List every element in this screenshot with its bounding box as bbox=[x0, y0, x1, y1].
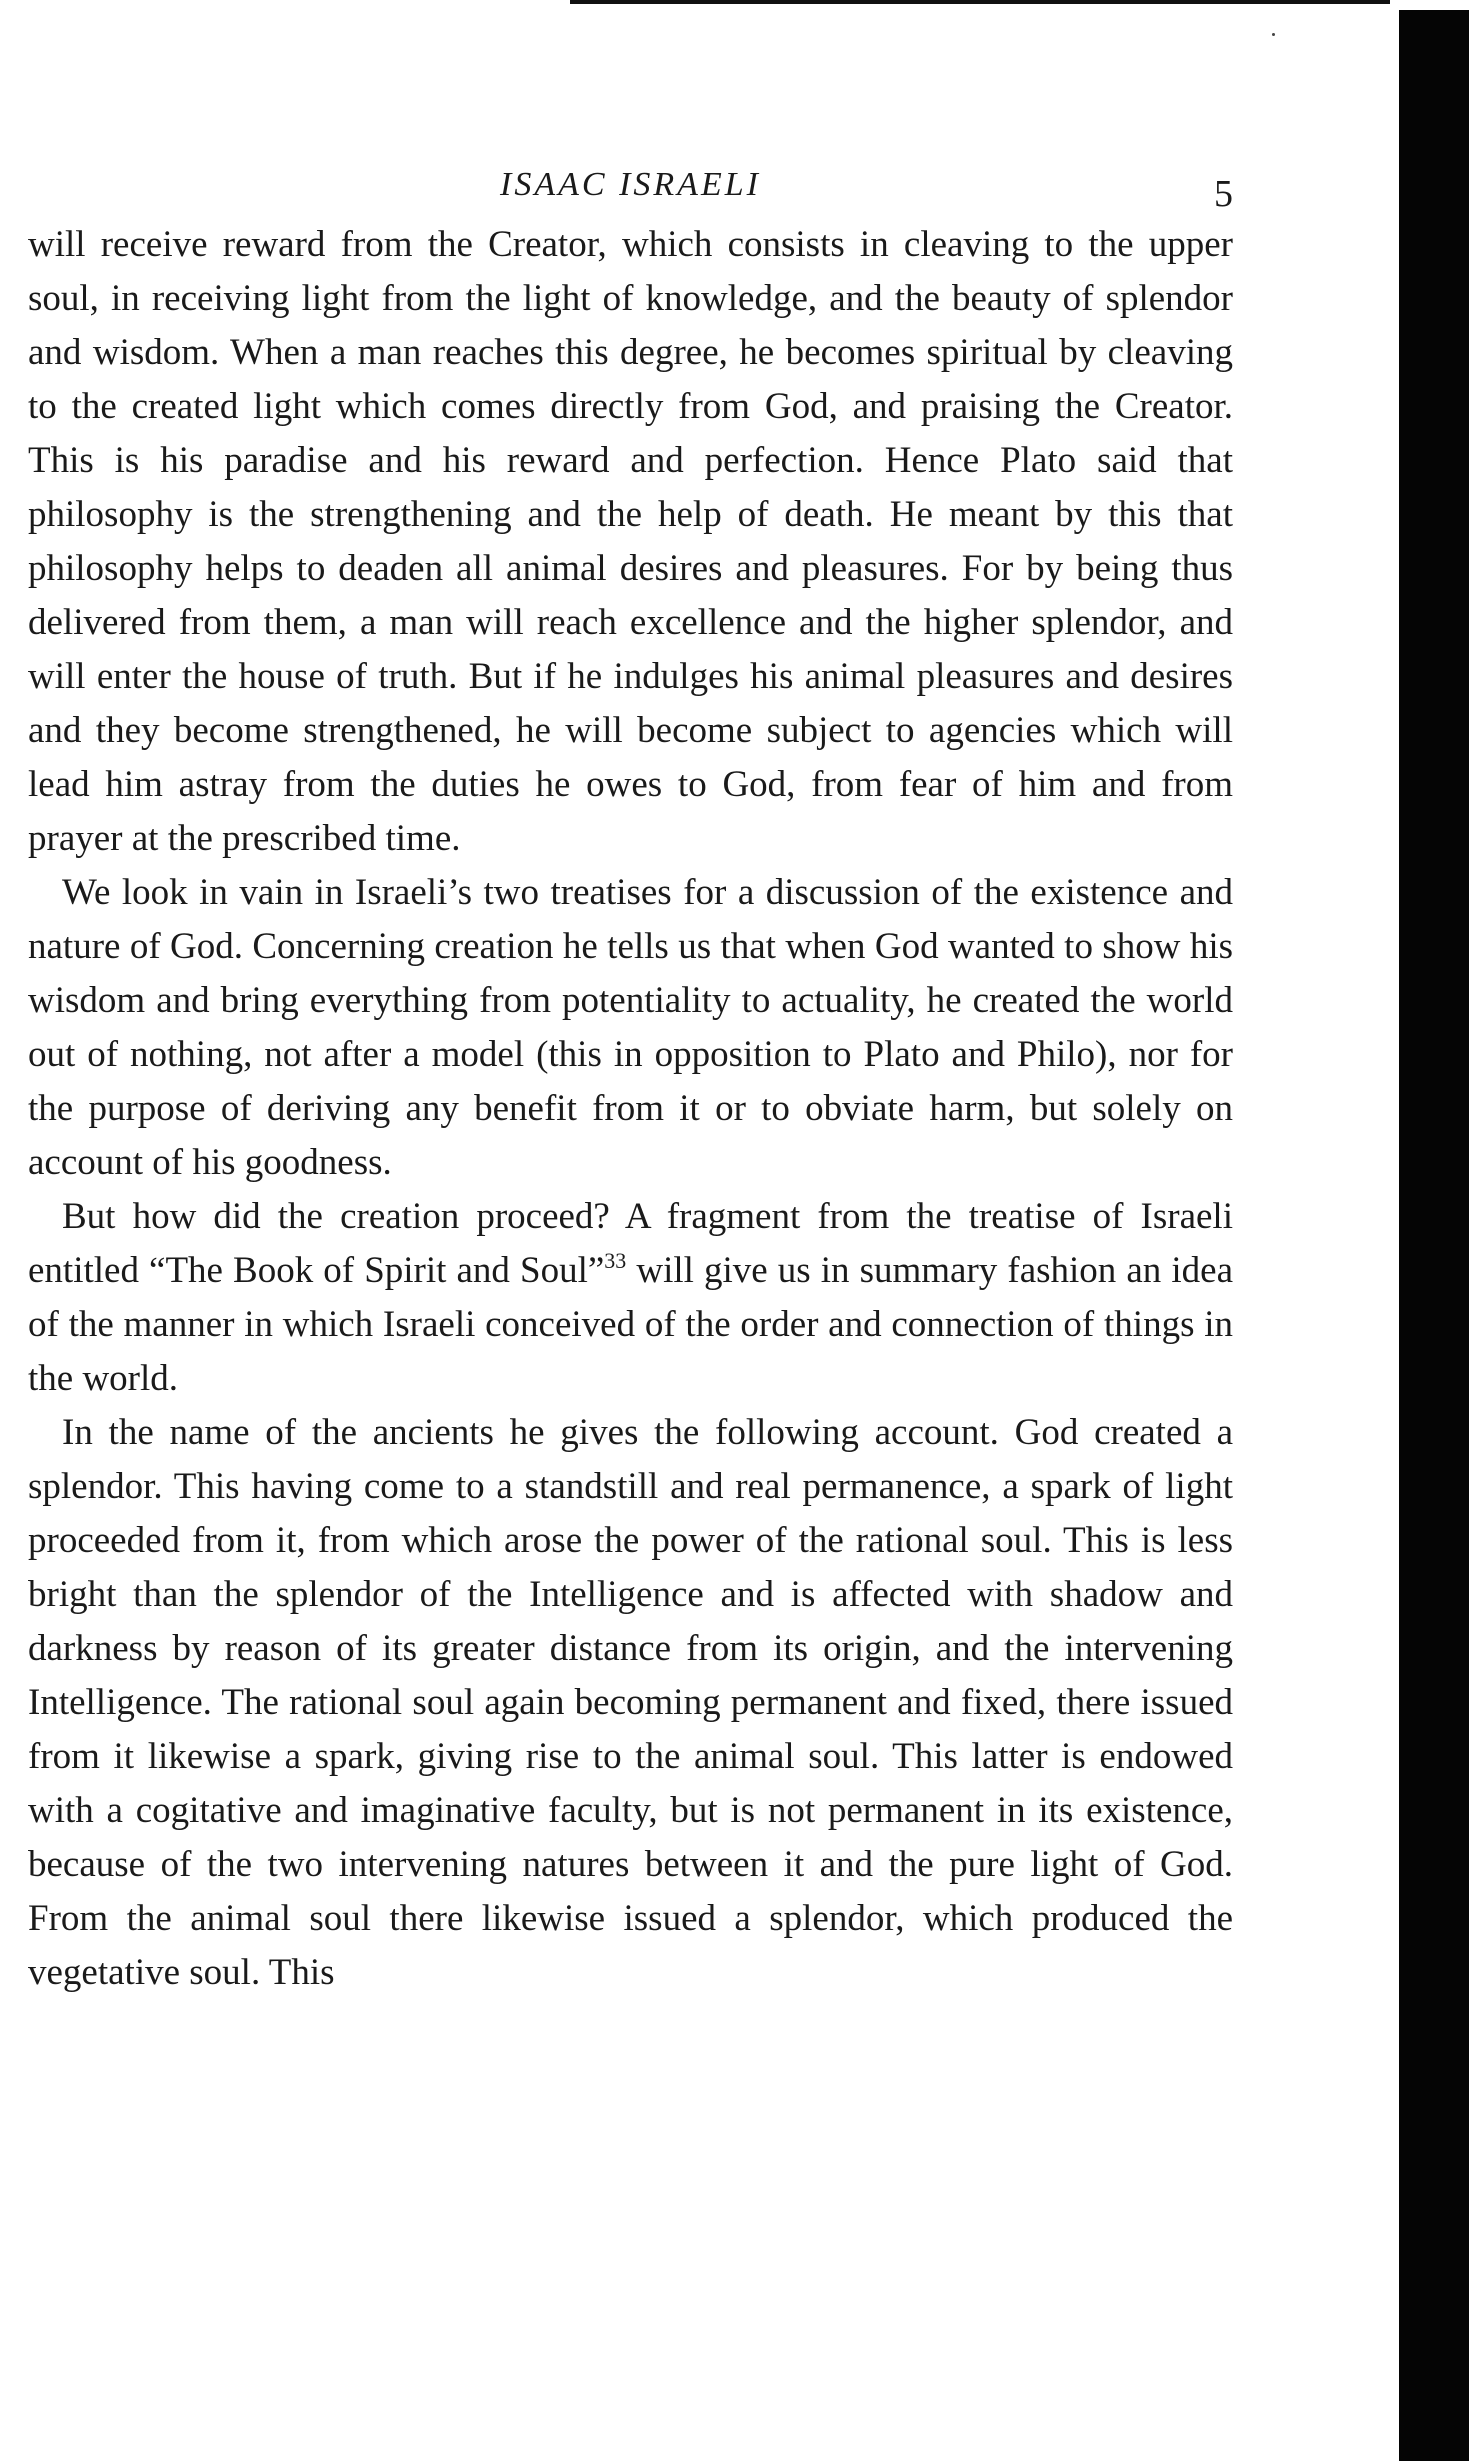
paragraph-3-text-after-ref: will give us in summary fashion an idea of the manner in which Israeli conceived of the order and connection of things in the world. bbox=[28, 1250, 1233, 1399]
paragraph-3-text-before-ref: But how did the creation proceed? A fragment from the treatise of Israeli entitled “The Book of Spirit and Soul” bbox=[28, 1196, 1233, 1291]
paragraph-4: In the name of the ancients he gives the following account. God created a splendor. This having come to a standstill and real permanence, a spark of light proceeded from it, from which arose the power of the rational soul. This is less bright than the splendor of the Intelligence and is affected with shadow and darkness by reason of its greater distance from its origin, and the intervening Intelligence. The rational soul again becoming permanent and fixed, there issued from it likewise a spark, giving rise to the animal soul. This latter is endowed with a cogitative and imaginative faculty, but is not permanent in its existence, because of the two intervening natures between it and the pure light of God. From the animal soul there likewise issued a splendor, which produced the vegetative soul. This bbox=[28, 1412, 1233, 1993]
scan-edge-top bbox=[570, 0, 1390, 4]
page-number: 5 bbox=[1214, 173, 1233, 215]
body-text bbox=[28, 218, 1233, 2000]
paragraph-2: We look in vain in Israeli’s two treatises for a discussion of the existence and nature of God. Concerning creation he tells us that when God wanted to show his wisdom and bring everything from potentiality to actuality, he created the world out of nothing, not after a model (this in opposition to Plato and Philo), nor for the purpose of deriving any benefit from it or to obviate harm, but solely on account of his goodness. bbox=[28, 872, 1233, 1183]
footnote-reference[interactable]: 33 bbox=[604, 1248, 627, 1273]
scan-edge-right bbox=[1399, 10, 1469, 2461]
running-title: ISAAC ISRAELI bbox=[500, 166, 761, 203]
book-page bbox=[28, 158, 1233, 2000]
paragraph-1: will receive reward from the Creator, which consists in cleaving to the upper soul, in receiving light from the light of knowledge, and the beauty of splendor and wisdom. When a man reaches this degree, he becomes spiritual by cleaving to the created light which comes directly from God, and praising the Creator. This is his paradise and his reward and perfection. Hence Plato said that philosophy is the strengthening and the help of death. He meant by this that philosophy helps to deaden all animal desires and pleasures. For by being thus delivered from them, a man will reach excellence and the higher splendor, and will enter the house of truth. But if he indulges his animal pleasures and desires and they become strengthened, he will become subject to agencies which will lead him astray from the duties he owes to God, from fear of him and from prayer at the prescribed time. bbox=[28, 224, 1233, 859]
paragraph-3 bbox=[28, 1190, 1233, 1406]
running-head bbox=[28, 158, 1233, 218]
scan-speck bbox=[1272, 33, 1275, 36]
